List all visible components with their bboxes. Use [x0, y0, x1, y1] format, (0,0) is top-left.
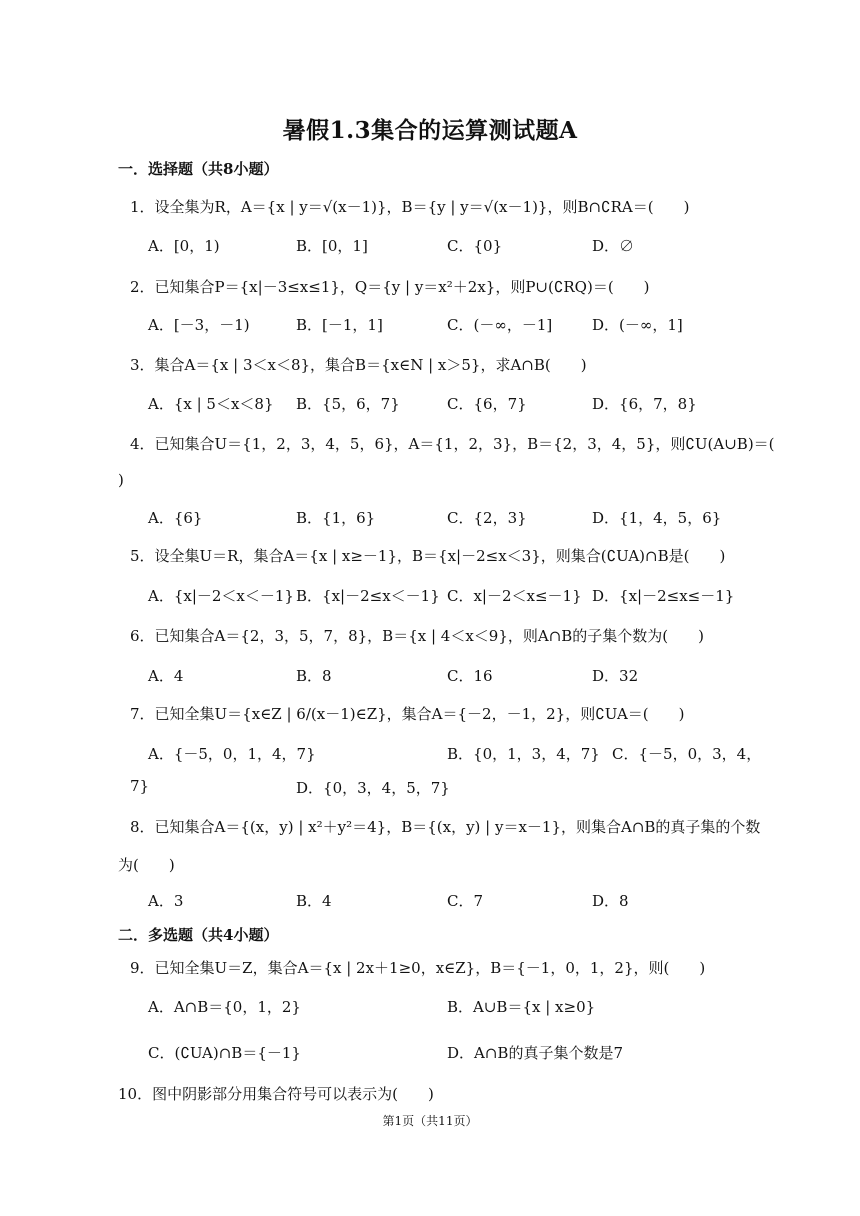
question-8-option-b: B．4: [296, 892, 332, 910]
question-7-option-d: D．{0，3，4，5，7}: [296, 779, 450, 797]
question-3-stem: 3．集合A＝{x | 3＜x＜8}，集合B＝{x∈N | x＞5}，求A∩B( ): [130, 356, 587, 374]
question-9-option-b: B．A∪B＝{x | x≥0}: [447, 998, 596, 1016]
question-9-option-a: A．A∩B＝{0，1，2}: [148, 998, 301, 1016]
question-3-option-c: C．{6，7}: [447, 395, 527, 413]
question-5-option-b: B．{x|－2≤x＜－1}: [296, 587, 440, 605]
question-7-option-c-continuation: 7}: [130, 777, 150, 795]
question-6-option-d: D．32: [592, 667, 639, 685]
question-5-stem: 5．设全集U＝R，集合A＝{x | x≥－1}，B＝{x|－2≤x＜3}，则集合(∁UA)∩B是( ): [130, 547, 726, 565]
question-1-option-d: D．∅: [592, 237, 635, 255]
question-10-stem: 10．图中阴影部分用集合符号可以表示为( ): [118, 1085, 434, 1103]
question-1-stem: 1．设全集为R，A＝{x | y＝√(x－1)}，B＝{y | y＝√(x－1)}，则B∩∁RA＝( ): [130, 198, 690, 216]
question-2-option-d: D．(－∞，1]: [592, 316, 683, 334]
question-8-option-c: C．7: [447, 892, 484, 910]
question-7-option-b: B．{0，1，3，4，7}: [447, 745, 600, 763]
question-3-option-b: B．{5，6，7}: [296, 395, 400, 413]
question-1-option-c: C．{0}: [447, 237, 503, 255]
section-heading-single-choice: 一．选择题（共8小题）: [118, 160, 279, 178]
question-9-stem: 9．已知全集U＝Z，集合A＝{x | 2x＋1≥0，x∈Z}，B＝{－1，0，1，2}，则( ): [130, 959, 706, 977]
question-8-option-a: A．3: [148, 892, 184, 910]
question-8-stem: 8．已知集合A＝{(x，y) | x²＋y²＝4}，B＝{(x，y) | y＝x－1}，则集合A∩B的真子集的个数: [130, 818, 761, 836]
question-6-option-c: C．16: [447, 667, 493, 685]
question-5-option-d: D．{x|－2≤x≤－1}: [592, 587, 735, 605]
question-7-option-c: C．{－5，0，3，4，: [612, 745, 762, 763]
question-8-option-d: D．8: [592, 892, 629, 910]
question-4-option-d: D．{1，4，5，6}: [592, 509, 722, 527]
question-2-stem: 2．已知集合P＝{x|－3≤x≤1}，Q＝{y | y＝x²＋2x}，则P∪(∁RQ)＝( ): [130, 278, 650, 296]
question-9-option-d: D．A∩B的真子集个数是7: [447, 1044, 623, 1062]
page-footer: 第1页（共11页）: [382, 1114, 478, 1128]
question-8-stem-continuation: 为( ): [118, 856, 175, 874]
question-7-stem: 7．已知全集U＝{x∈Z | 6/(x－1)∈Z}，集合A＝{－2，－1，2}，则∁UA＝( ): [130, 705, 685, 723]
question-2-option-b: B．[－1，1]: [296, 316, 383, 334]
question-1-option-a: A．[0，1): [148, 237, 220, 255]
question-9-option-c: C．(∁UA)∩B＝{－1}: [148, 1044, 301, 1062]
question-6-option-a: A．4: [148, 667, 184, 685]
question-3-option-d: D．{6，7，8}: [592, 395, 697, 413]
question-2-option-c: C．(－∞，－1]: [447, 316, 553, 334]
question-4-option-a: A．{6}: [148, 509, 203, 527]
question-4-stem-continuation: ): [118, 471, 124, 489]
question-7-option-a: A．{－5，0，1，4，7}: [148, 745, 316, 763]
question-6-stem: 6．已知集合A＝{2，3，5，7，8}，B＝{x | 4＜x＜9}，则A∩B的子集个数为( ): [130, 627, 705, 645]
question-1-option-b: B．[0，1]: [296, 237, 368, 255]
question-2-option-a: A．[－3，－1): [148, 316, 250, 334]
question-3-option-a: A．{x | 5＜x＜8}: [148, 395, 274, 413]
question-5-option-a: A．{x|－2＜x＜－1}: [148, 587, 294, 605]
page-title: 暑假1.3集合的运算测试题A: [282, 117, 578, 144]
question-6-option-b: B．8: [296, 667, 332, 685]
question-4-stem: 4．已知集合U＝{1，2，3，4，5，6}，A＝{1，2，3}，B＝{2，3，4，5}，则∁U(A∪B)＝(: [130, 435, 775, 453]
section-heading-multiple-choice: 二．多选题（共4小题）: [118, 926, 279, 944]
question-4-option-c: C．{2，3}: [447, 509, 527, 527]
question-4-option-b: B．{1，6}: [296, 509, 376, 527]
question-5-option-c: C．x|－2＜x≤－1}: [447, 587, 582, 605]
